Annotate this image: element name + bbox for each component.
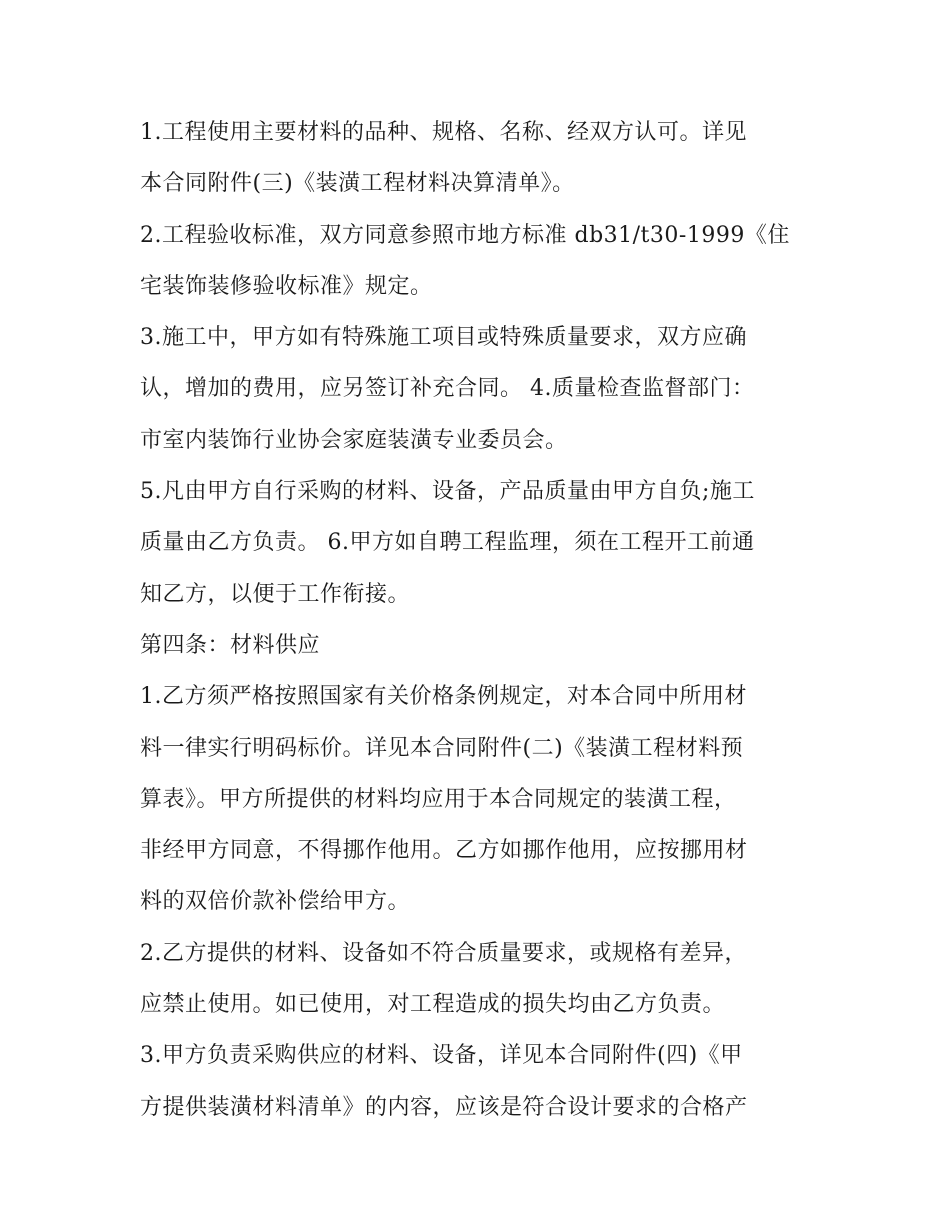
text-line: 知乙方，以便于工作衔接。	[140, 581, 411, 607]
text-line: 质量由乙方负责。 6.甲方如自聘工程监理，须在工程开工前通	[140, 530, 755, 556]
text-line: 3.施工中，甲方如有特殊施工项目或特殊质量要求，双方应确	[140, 325, 747, 351]
text-line: 市室内装饰行业协会家庭装潢专业委员会。	[140, 427, 568, 453]
text-line: 认，增加的费用，应另签订补充合同。 4.质量检查监督部门：	[140, 376, 755, 402]
text-line: 本合同附件(三)《装潢工程材料决算清单》。	[140, 171, 575, 197]
text-line: 1.工程使用主要材料的品种、规格、名称、经双方认可。详见	[140, 120, 747, 145]
text-line: 5.凡由甲方自行采购的材料、设备，产品质量由甲方自负;施工	[140, 479, 755, 505]
text-line: 方提供装潢材料清单》的内容，应该是符合设计要求的合格产	[140, 1094, 748, 1120]
text-line: 2.工程验收标准，双方同意参照市地方标准 db31/t30-1999《住	[140, 222, 790, 248]
text-line: 非经甲方同意，不得挪作他用。乙方如挪作他用，应按挪用材	[140, 838, 748, 864]
text-line: 料的双倍价款补偿给甲方。	[140, 889, 411, 915]
text-line: 料一律实行明码标价。详见本合同附件(二)《装潢工程材料预	[140, 735, 744, 761]
text-line: 应禁止使用。如已使用，对工程造成的损失均由乙方负责。	[140, 992, 726, 1018]
text-line: 2.乙方提供的材料、设备如不符合质量要求，或规格有差异，	[140, 940, 747, 966]
text-line: 3.甲方负责采购供应的材料、设备，详见本合同附件(四)《甲	[140, 1043, 743, 1069]
section-heading: 第四条：材料供应	[140, 632, 321, 658]
text-line: 宅装饰装修验收标准》规定。	[140, 273, 433, 299]
text-line: 1.乙方须严格按照国家有关价格条例规定，对本合同中所用材	[140, 684, 747, 710]
text-line: 算表》。甲方所提供的材料均应用于本合同规定的装潢工程，	[140, 786, 737, 812]
document-body	[140, 107, 830, 1133]
